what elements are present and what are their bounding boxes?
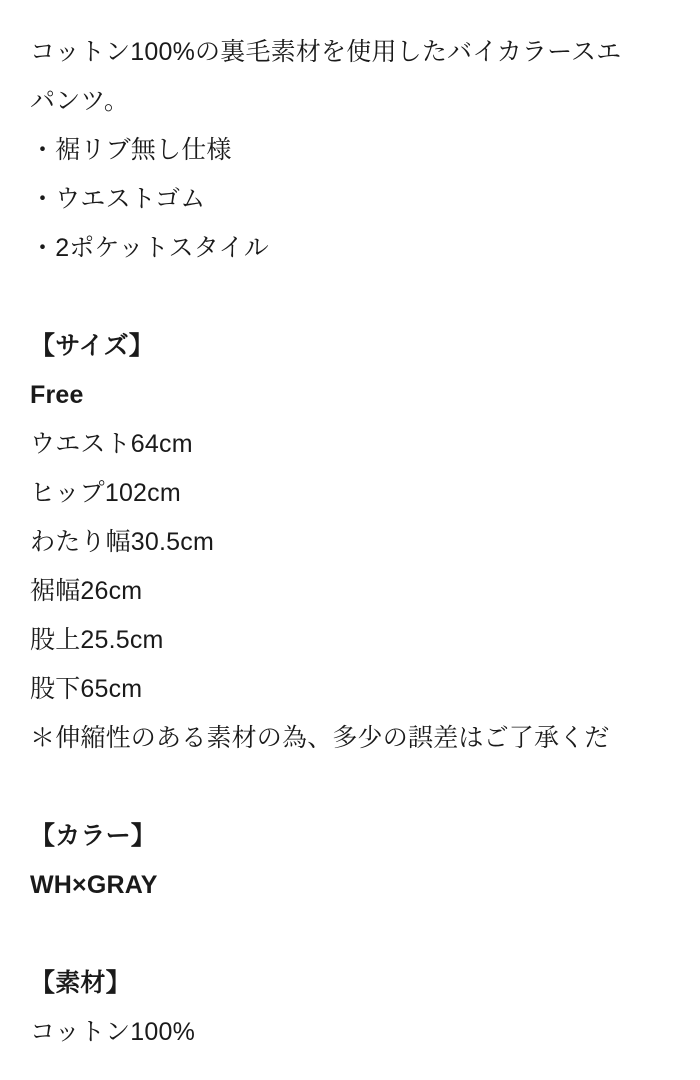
text-line: WH×GRAY xyxy=(30,871,158,899)
text-line: ＊伸縮性のある素材の為、多少の誤差はご了承くだ xyxy=(30,724,610,752)
text-line: ・裾リブ無し仕様 xyxy=(30,136,232,164)
text-line: パンツ。 xyxy=(30,87,130,115)
text-line: コットン100%の裏毛素材を使用したバイカラースエ xyxy=(30,38,622,66)
text-line: ヒップ102cm xyxy=(30,479,181,507)
text-line: 【サイズ】 xyxy=(30,332,155,360)
text-line: ウエスト64cm xyxy=(30,430,193,458)
text-line: 裾幅26cm xyxy=(30,577,143,605)
paragraph-spacer xyxy=(30,910,700,959)
text-line: ・ウエストゴム xyxy=(30,185,206,213)
text-block-material xyxy=(30,959,700,1057)
text-line: わたり幅30.5cm xyxy=(30,528,214,556)
text-line: 股下65cm xyxy=(30,675,143,703)
paragraph-spacer xyxy=(30,273,700,322)
text-line: コットン100% xyxy=(30,1018,196,1046)
text-line: 【素材】 xyxy=(30,969,131,997)
text-block-size xyxy=(30,322,700,763)
text-block-features xyxy=(30,126,700,273)
text-block-intro xyxy=(30,28,700,126)
text-line: 【カラー】 xyxy=(30,822,157,850)
text-line: Free xyxy=(30,381,84,409)
paragraph-spacer xyxy=(30,763,700,812)
description-body xyxy=(30,28,700,1057)
text-block-color xyxy=(30,812,700,910)
text-line: 股上25.5cm xyxy=(30,626,164,654)
text-line: ・2ポケットスタイル xyxy=(30,234,269,262)
